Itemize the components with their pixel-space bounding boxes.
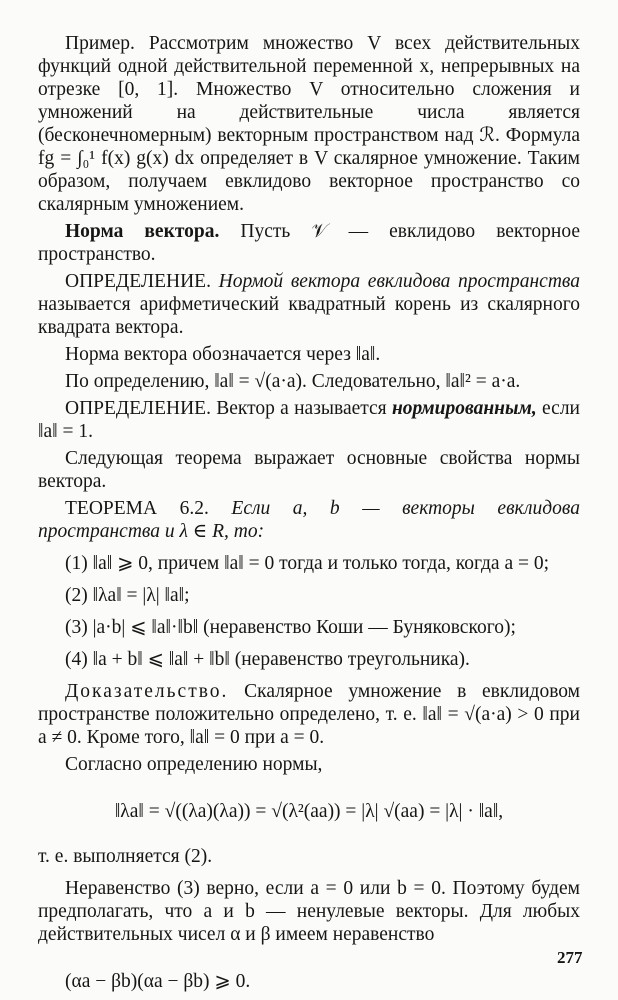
definition-norm	[38, 270, 580, 339]
definition-norm-rest: называется арифметический квадратный корень из скалярного квадрата вектора.	[38, 294, 580, 338]
definition-label: ОПРЕДЕЛЕНИЕ.	[65, 398, 211, 419]
norm-heading: Норма вектора.	[65, 221, 220, 242]
proof-paragraph	[38, 680, 580, 749]
proof-label: Доказательство.	[65, 681, 229, 702]
display-formula-norm: ‖λa‖ = √((λa)(λa)) = √(λ²(aa)) = |λ| √(aa) = |λ| · ‖a‖,	[114, 801, 504, 822]
norm-intro: Пусть 𝒱 — евклидово векторное пространство.	[38, 221, 580, 265]
theorem-text: Если a, b — векторы евклидова пространства и λ ∈ R, то:	[38, 498, 580, 542]
holds-line: т. е. выполняется (2).	[38, 846, 213, 867]
theorem-label: ТЕОРЕМА 6.2.	[65, 498, 209, 519]
definition-norm-term: Нормой вектора евклидова пространства	[210, 271, 580, 292]
norm-paragraph	[38, 220, 580, 266]
proof-text: Скалярное умножение в евклидовом пространстве положительно определено, т. е. ‖a‖ = √(a·a) > 0 при a ≠ 0. Кроме того, ‖a‖ = 0 при a = 0.	[38, 681, 580, 748]
norm-by-definition: По определению, ‖a‖ = √(a·a). Следовательно, ‖a‖² = a·a.	[65, 371, 521, 392]
inequality-paragraph: Неравенство (3) верно, если a = 0 или b = 0. Поэтому будем предполагать, что a и b — ненулевые векторы. Для любых действительных чисел α и β имеем неравенство	[38, 878, 580, 945]
page-text	[38, 32, 580, 993]
theorem-item-1: (1) ‖a‖ ⩾ 0, причем ‖a‖ = 0 тогда и только тогда, когда a = 0;	[65, 553, 550, 574]
display-formula-square: (αa − βb)(αa − βb) ⩾ 0.	[65, 971, 251, 992]
definition-label: ОПРЕДЕЛЕНИЕ.	[65, 271, 211, 292]
definition-normalized-text: Вектор a называется	[210, 398, 392, 419]
example-paragraph: Пример. Рассмотрим множество V всех действительных функций одной действительной переменной x, непрерывных на отрезке [0, 1]. Множество V относительно сложения и умножений на действительные числа является (бесконечномерным) векторным пространством над ℛ. Формула fg = ∫₀¹ f(x) g(x) dx определяет в V скалярное умножение. Таким образом, получаем евклидово векторное пространство со скалярным умножением.	[38, 33, 580, 215]
following-theorem-intro: Следующая теорема выражает основные свойства нормы вектора.	[38, 448, 580, 492]
page-number: 277	[557, 948, 583, 967]
theorem-item-4: (4) ‖a + b‖ ⩽ ‖a‖ + ‖b‖ (неравенство треугольника).	[65, 649, 470, 670]
definition-normalized-tail: если ‖a‖ = 1.	[38, 398, 580, 442]
theorem-item-2: (2) ‖λa‖ = |λ| ‖a‖;	[65, 585, 190, 606]
theorem-item-3: (3) |a·b| ⩽ ‖a‖·‖b‖ (неравенство Коши — Буняковского);	[65, 617, 516, 638]
definition-normalized-term: нормированным,	[391, 398, 537, 419]
definition-normalized	[38, 397, 580, 443]
by-norm-definition: Согласно определению нормы,	[65, 754, 323, 775]
theorem-statement	[38, 497, 580, 543]
norm-notation: Норма вектора обозначается через ‖a‖.	[65, 344, 381, 365]
